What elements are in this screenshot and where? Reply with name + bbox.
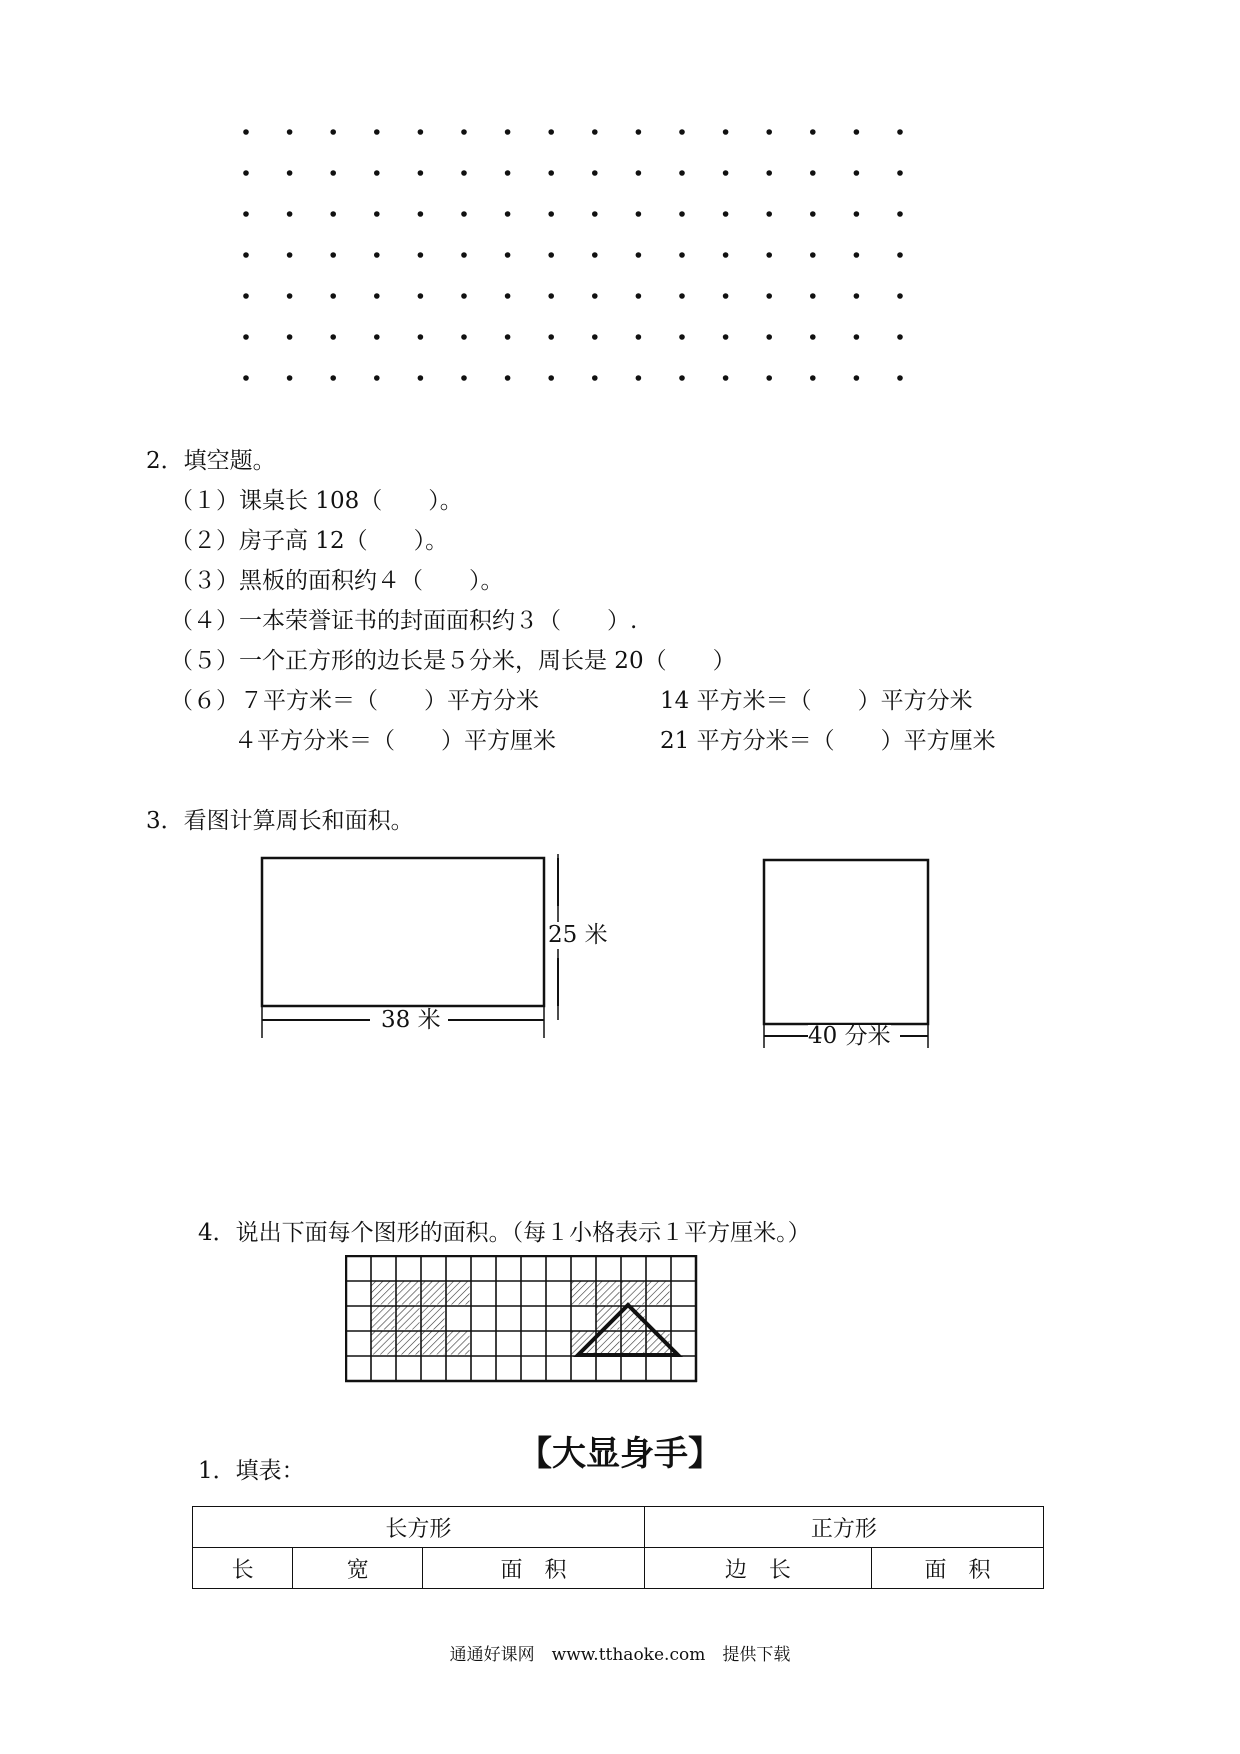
q2-item-4: （４）一本荣誉证书的封面面积约３（ ）. <box>170 608 638 634</box>
grid-dot <box>287 293 293 299</box>
q3-title: 3．看图计算周长和面积。 <box>146 808 414 834</box>
grid-dot <box>897 129 903 135</box>
table-group-rectangle: 长方形 <box>193 1507 645 1548</box>
table-col-length: 长 <box>193 1548 293 1589</box>
grid-dot <box>854 129 860 135</box>
grid-dot <box>330 252 336 258</box>
grid-dot <box>374 129 380 135</box>
grid-dot <box>636 293 642 299</box>
grid-dot <box>679 293 685 299</box>
hatched-cell <box>621 1331 645 1355</box>
hatched-cell <box>421 1306 445 1330</box>
grid-dot <box>418 334 424 340</box>
q2-conversion-d: 21 平方分米＝（ ）平方厘米 <box>660 728 996 754</box>
q2-conversion-a: ７平方米＝（ ）平方分米 <box>240 688 539 714</box>
grid-dot <box>810 293 816 299</box>
grid-dot <box>505 334 511 340</box>
hatched-cell <box>421 1331 445 1355</box>
grid-dot <box>243 211 249 217</box>
hatched-cell <box>371 1331 395 1355</box>
grid-dot <box>592 170 598 176</box>
grid-dot <box>287 252 293 258</box>
grid-dot <box>374 334 380 340</box>
hatched-cell <box>396 1281 420 1305</box>
grid-dot <box>723 334 729 340</box>
table-col-side: 边 长 <box>644 1548 871 1589</box>
hatched-cell <box>571 1281 595 1305</box>
grid-dot <box>548 170 554 176</box>
grid-dot <box>766 129 772 135</box>
grid-dot <box>636 252 642 258</box>
grid-dot <box>461 375 467 381</box>
grid-dot <box>592 211 598 217</box>
grid-dot <box>679 375 685 381</box>
q3-figures <box>0 840 1240 1070</box>
q2-item-3: （３）黑板的面积约４（ ）。 <box>170 568 504 594</box>
grid-dot <box>636 129 642 135</box>
grid-dot <box>679 129 685 135</box>
q2-item-1: （１）课桌长 108（ ）。 <box>170 488 463 514</box>
grid-dot <box>810 375 816 381</box>
grid-dot <box>548 252 554 258</box>
hatched-cell <box>396 1306 420 1330</box>
grid-dot <box>766 375 772 381</box>
grid-dot <box>374 293 380 299</box>
grid-dot <box>723 293 729 299</box>
q2-conversion-b: 14 平方米＝（ ）平方分米 <box>660 688 973 714</box>
grid-dot <box>548 293 554 299</box>
grid-dot <box>243 170 249 176</box>
hatched-cell <box>446 1331 470 1355</box>
grid-dot <box>418 129 424 135</box>
grid-dot <box>592 129 598 135</box>
rect-width-label: 38 米 <box>381 1007 441 1033</box>
hatched-cell <box>621 1281 645 1305</box>
dot-grid <box>0 0 1240 420</box>
q2-item-6-prefix: （６） <box>170 688 239 714</box>
grid-dot <box>461 211 467 217</box>
grid-dot <box>287 334 293 340</box>
grid-dot <box>854 293 860 299</box>
grid-dot <box>330 170 336 176</box>
grid-dot <box>418 170 424 176</box>
grid-dot <box>810 211 816 217</box>
grid-dot <box>854 252 860 258</box>
q2-item-2: （２）房子高 12（ ）。 <box>170 528 449 554</box>
grid-dot <box>679 170 685 176</box>
grid-dot <box>766 211 772 217</box>
table-col-width: 宽 <box>293 1548 423 1589</box>
grid-dot <box>723 211 729 217</box>
grid-dot <box>810 252 816 258</box>
grid-dot <box>505 211 511 217</box>
grid-dot <box>374 170 380 176</box>
grid-dot <box>505 170 511 176</box>
grid-dot <box>636 334 642 340</box>
grid-dot <box>592 375 598 381</box>
grid-dot <box>636 211 642 217</box>
q2-conversion-c: ４平方分米＝（ ）平方厘米 <box>234 728 556 754</box>
grid-dot <box>461 252 467 258</box>
hatched-cell <box>421 1281 445 1305</box>
grid-dot <box>330 334 336 340</box>
grid-dot <box>766 252 772 258</box>
grid-dot <box>505 129 511 135</box>
grid-dot <box>287 375 293 381</box>
table-group-square: 正方形 <box>644 1507 1043 1548</box>
grid-dot <box>243 334 249 340</box>
table-subheader-row <box>193 1548 1044 1589</box>
rectangle-figure <box>262 858 544 1006</box>
grid-dot <box>897 293 903 299</box>
grid-dot <box>897 334 903 340</box>
grid-dot <box>330 211 336 217</box>
grid-dot <box>418 293 424 299</box>
grid-dot <box>854 334 860 340</box>
grid-dot <box>243 129 249 135</box>
grid-dot <box>854 375 860 381</box>
grid-dot <box>592 293 598 299</box>
grid-dot <box>461 334 467 340</box>
square-figure <box>764 860 928 1024</box>
grid-dot <box>330 375 336 381</box>
grid-dot <box>897 170 903 176</box>
grid-dot <box>723 170 729 176</box>
grid-dot <box>766 293 772 299</box>
grid-dot <box>592 252 598 258</box>
grid-dot <box>854 211 860 217</box>
hatched-cell <box>446 1281 470 1305</box>
grid-dot <box>461 170 467 176</box>
area-grid <box>345 1255 715 1395</box>
grid-dot <box>679 334 685 340</box>
hatched-cells <box>371 1281 670 1355</box>
grid-dot <box>505 375 511 381</box>
table-col-rect-area: 面 积 <box>423 1548 644 1589</box>
q4-title: 4．说出下面每个图形的面积。（每１小格表示１平方厘米。） <box>198 1220 811 1246</box>
grid-dot <box>287 129 293 135</box>
grid-dot <box>548 129 554 135</box>
grid-dot <box>505 252 511 258</box>
grid-dot <box>592 334 598 340</box>
square-side-label: 40 分米 <box>808 1023 891 1049</box>
grid-dot <box>766 334 772 340</box>
grid-dot <box>679 211 685 217</box>
hatched-cell <box>371 1306 395 1330</box>
grid-dot <box>897 211 903 217</box>
grid-dot <box>854 170 860 176</box>
grid-dot <box>636 375 642 381</box>
section-title: 【大显身手】 <box>518 1434 722 1474</box>
rect-height-label: 25 米 <box>548 922 608 948</box>
grid-dot <box>636 170 642 176</box>
grid-dot <box>548 375 554 381</box>
grid-dot <box>418 211 424 217</box>
grid-dot <box>505 293 511 299</box>
table-col-square-area: 面 积 <box>872 1548 1044 1589</box>
grid-dot <box>723 252 729 258</box>
hatched-cell <box>371 1281 395 1305</box>
footer-credit: 通通好课网 www.tthaoke.com 提供下载 <box>449 1645 791 1665</box>
grid-dot <box>461 129 467 135</box>
grid-dot <box>897 375 903 381</box>
hatched-cell <box>396 1331 420 1355</box>
grid-dot <box>374 252 380 258</box>
grid-dot <box>330 293 336 299</box>
grid-dot <box>810 129 816 135</box>
hatched-cell <box>596 1281 620 1305</box>
grid-dot <box>548 211 554 217</box>
grid-dot <box>810 170 816 176</box>
q2-title: 2．填空题。 <box>146 448 276 474</box>
grid-dot <box>461 293 467 299</box>
grid-dot <box>243 375 249 381</box>
grid-dot <box>418 375 424 381</box>
table-header-row <box>193 1507 1044 1548</box>
grid-dot <box>897 252 903 258</box>
grid-dot <box>243 293 249 299</box>
grid-dot <box>287 211 293 217</box>
grid-dot <box>723 375 729 381</box>
grid-dot <box>374 211 380 217</box>
p1-title: 1．填表： <box>198 1458 305 1484</box>
grid-dot <box>679 252 685 258</box>
grid-dot <box>548 334 554 340</box>
q2-item-5: （５）一个正方形的边长是５分米，周长是 20（ ） <box>170 648 736 674</box>
grid-dot <box>810 334 816 340</box>
hatched-cell <box>646 1281 670 1305</box>
fill-table <box>192 1506 1044 1589</box>
grid-dot <box>723 129 729 135</box>
grid-dot <box>374 375 380 381</box>
grid-dot <box>243 252 249 258</box>
grid-dot <box>287 170 293 176</box>
grid-dot <box>330 129 336 135</box>
grid-dot <box>418 252 424 258</box>
grid-dot <box>766 170 772 176</box>
